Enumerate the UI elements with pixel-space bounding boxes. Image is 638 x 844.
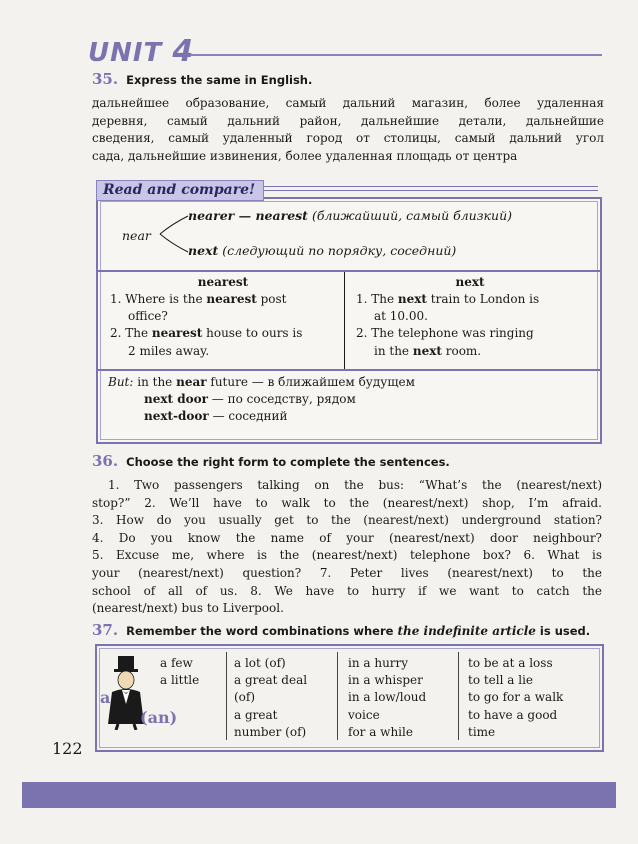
unit-label: UNIT: [88, 38, 163, 68]
ex37-instruction: Remember the word combinations where: [126, 624, 398, 638]
ex36-instruction: Choose the right form to complete the sentences.: [126, 455, 450, 469]
read-compare-label: Read and compare!: [96, 180, 264, 201]
unit-number: 4: [172, 34, 195, 69]
ex36-line: (nearest/next) bus to Liverpool.: [92, 601, 284, 616]
ex35-text: [92, 95, 604, 165]
wc-item: for a while: [348, 724, 413, 739]
col-heading-next: next: [455, 275, 485, 289]
branch1-words: nearer — nearest: [188, 208, 308, 223]
wc-item: to be at a loss: [468, 656, 553, 670]
read-compare-divider: [96, 369, 602, 371]
article-a: a: [100, 688, 111, 707]
header-rule: [190, 54, 602, 56]
unit-title: [88, 34, 194, 69]
page-number: 122: [52, 739, 83, 758]
ex35-instruction: Express the same in English.: [126, 73, 313, 87]
ex36-number: 36.: [92, 452, 119, 470]
wc-item: a few: [160, 656, 193, 670]
wc-item: a lot (of): [234, 656, 286, 670]
wc-item: to have a good: [468, 707, 558, 722]
example-item: 1. Where is the nearest post: [110, 292, 287, 306]
wc-column-3: [348, 655, 426, 741]
ex36-line: your (nearest/next) question? 7. Peter lives (nearest/next) to the: [92, 565, 602, 580]
branch2-words: next: [188, 243, 219, 258]
wc-item: number (of): [234, 724, 307, 739]
example-item-cont: at 10.00.: [374, 309, 428, 324]
ex36-line: 4. Do you know the name of your (nearest/next) door neighbour?: [92, 530, 602, 545]
but-line: next door — по соседству, рядом: [144, 392, 356, 407]
wc-column-divider: [226, 652, 227, 740]
ex36-heading: [92, 452, 450, 470]
ex35-line: сада, дальнейшие извинения, более удаленная площадь от центра: [92, 148, 518, 163]
ex35-line: дальнейшее образование, самый дальний магазин, более удаленная: [92, 96, 604, 110]
ex36-line: stop?” 2. We’ll have to walk to the (nearest/next) shop, I’m afraid.: [92, 495, 602, 510]
ex35-line: сведения, самый удаленный город от столицы, самый дальний угол: [92, 131, 604, 146]
branch-next: [188, 243, 456, 258]
col-heading-nearest: nearest: [197, 275, 249, 289]
wc-item: to tell a lie: [468, 673, 534, 688]
wc-item: voice: [348, 707, 380, 722]
example-item: 1. The next train to London is: [356, 292, 540, 306]
wc-column-divider: [458, 652, 459, 740]
ex35-heading: [92, 70, 312, 88]
read-compare-top-rule: [236, 186, 598, 191]
ex36-line: 1. Two passengers talking on the bus: “What’s the (nearest/next): [108, 478, 602, 492]
but-notes: [108, 374, 415, 426]
wc-item: a little: [160, 673, 200, 688]
example-item-cont: office?: [128, 309, 168, 324]
col-nearest-examples: [110, 291, 340, 360]
but-line: next-door — соседний: [144, 409, 288, 424]
branch2-translation: (следующий по порядку, соседний): [222, 243, 457, 258]
wc-item: in a hurry: [348, 656, 409, 670]
wc-item: a great: [234, 707, 278, 722]
ex36-line: 3. How do you usually get to the (nearest/next) underground station?: [92, 513, 602, 528]
branch-lines: [158, 210, 190, 256]
col-next-examples: [356, 291, 592, 360]
ex36-line: school of all of us. 8. We have to hurry if we want to catch the: [92, 583, 602, 598]
example-item: 2. The telephone was ringing: [356, 326, 534, 341]
column-divider: [344, 272, 345, 369]
near-word: near: [122, 228, 151, 243]
wc-item: a great deal: [234, 673, 308, 688]
ex37-number: 37.: [92, 621, 119, 639]
ex35-line: деревня, самый дальний район, дальнейшие детали, дальнейшие: [92, 113, 604, 128]
ex36-text: [92, 477, 602, 618]
wc-column-divider: [337, 652, 338, 740]
branch1-translation: (ближайший, самый близкий): [311, 208, 512, 223]
article-an: (an): [140, 708, 178, 727]
example-item: 2. The nearest house to ours is: [110, 326, 303, 341]
wc-item: (of): [234, 690, 256, 705]
wc-item: in a low/loud: [348, 690, 427, 705]
but-line: But: in the near future — в ближайшем будущем: [108, 375, 415, 389]
wc-column-1: [160, 655, 199, 689]
example-item-cont: 2 miles away.: [128, 343, 210, 358]
ex37-heading: [92, 621, 590, 639]
wc-item: time: [468, 724, 496, 739]
ex37-instruction-end: is used.: [535, 624, 591, 638]
read-compare-divider: [96, 270, 602, 272]
wc-column-4: [468, 655, 563, 741]
branch-nearer-nearest: [188, 208, 512, 223]
wc-item: to go for a walk: [468, 690, 564, 705]
ex36-line: 5. Excuse me, where is the (nearest/next) telephone box? 6. What is: [92, 548, 602, 563]
ex37-instruction-emphasis: the indefinite article: [397, 624, 536, 638]
bottom-color-band: [22, 782, 616, 808]
wc-item: in a whisper: [348, 673, 423, 688]
wc-column-2: [234, 655, 307, 741]
example-item-cont: in the next room.: [374, 343, 482, 358]
ex35-number: 35.: [92, 70, 119, 88]
